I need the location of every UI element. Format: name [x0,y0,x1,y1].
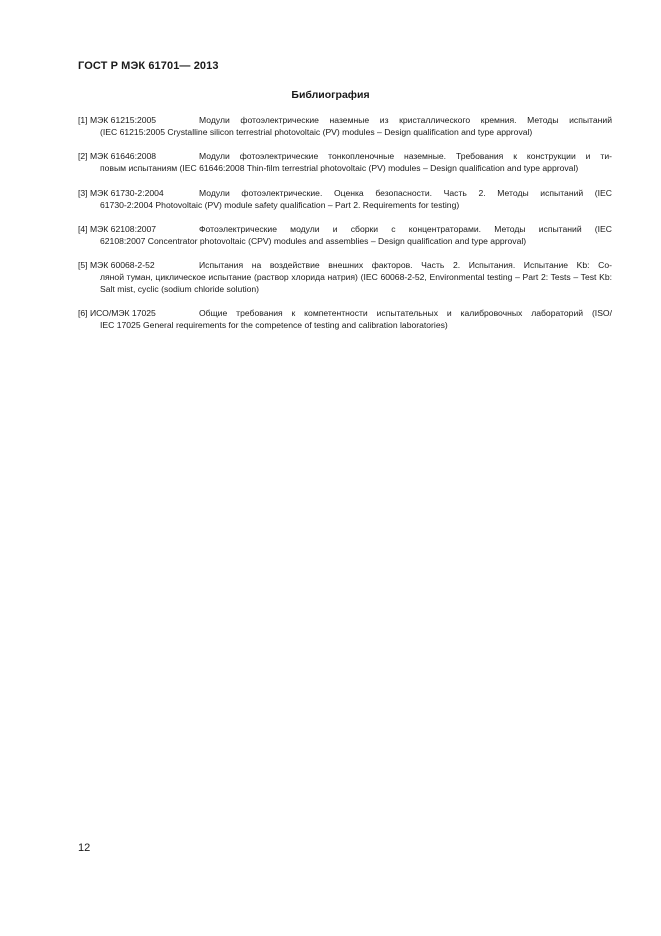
entry-code: [1] МЭК 61215:2005 [78,115,157,125]
entry-text-first-line: Общие требования к компетентности испытательных и калибровочных лабораторий (ISO/ [199,308,612,318]
entry-text-first-line: Модули фотоэлектрические. Оценка безопасности. Часть 2. Методы испытаний (IEC [199,188,612,198]
bibliography-list [78,114,612,343]
entry-code: [3] МЭК 61730-2:2004 [78,188,164,198]
entry-text-continuation: 61730-2:2004 Photovoltaic (PV) module safety qualification – Part 2. Requirements for testing) [100,200,460,210]
bibliography-entry-5 [78,259,612,295]
entry-code: [5] МЭК 60068-2-52 [78,260,155,270]
bibliography-title: Библиография [291,89,370,101]
entry-text-continuation: IEC 17025 General requirements for the competence of testing and calibration laboratories) [100,320,448,330]
entry-text-first-line: Фотоэлектрические модули и сборки с концентраторами. Методы испытаний (IEC [199,224,612,234]
document-header: ГОСТ Р МЭК 61701— 2013 [78,60,219,72]
entry-text-first-line: Испытания на воздействие внешних факторов. Часть 2. Испытания. Испытание Kb: Со- [199,260,612,270]
page-number: 12 [78,842,91,854]
entry-text-first-line: Модули фотоэлектрические наземные из кристаллического кремния. Методы испытаний [199,115,612,125]
bibliography-entry-3 [78,187,612,211]
entry-code: [6] ИСО/МЭК 17025 [78,308,156,318]
bibliography-entry-6 [78,307,612,331]
bibliography-entry-4 [78,223,612,247]
entry-text-continuation: ляной туман, циклическое испытание (раствор хлорида натрия) (IEC 60068-2-52, Environmental testing – Part 2: Tests – Test Kb: Salt mist, cyclic (sodium chloride solution) [100,272,612,294]
entry-text-continuation: повым испытаниям (IEC 61646:2008 Thin-film terrestrial photovoltaic (PV) modules – Design qualification and type approval) [100,163,579,173]
bibliography-entry-2 [78,150,612,174]
entry-code: [2] МЭК 61646:2008 [78,151,157,161]
bibliography-entry-1 [78,114,612,138]
entry-text-first-line: Модули фотоэлектрические тонкопленочные наземные. Требования к конструкции и ти- [199,151,612,161]
entry-text-continuation: (IEC 61215:2005 Crystalline silicon terrestrial photovoltaic (PV) modules – Design qualification and type approval) [100,127,533,137]
entry-code: [4] МЭК 62108:2007 [78,224,157,234]
entry-text-continuation: 62108:2007 Concentrator photovoltaic (CPV) modules and assemblies – Design qualification and type approval) [100,236,527,246]
